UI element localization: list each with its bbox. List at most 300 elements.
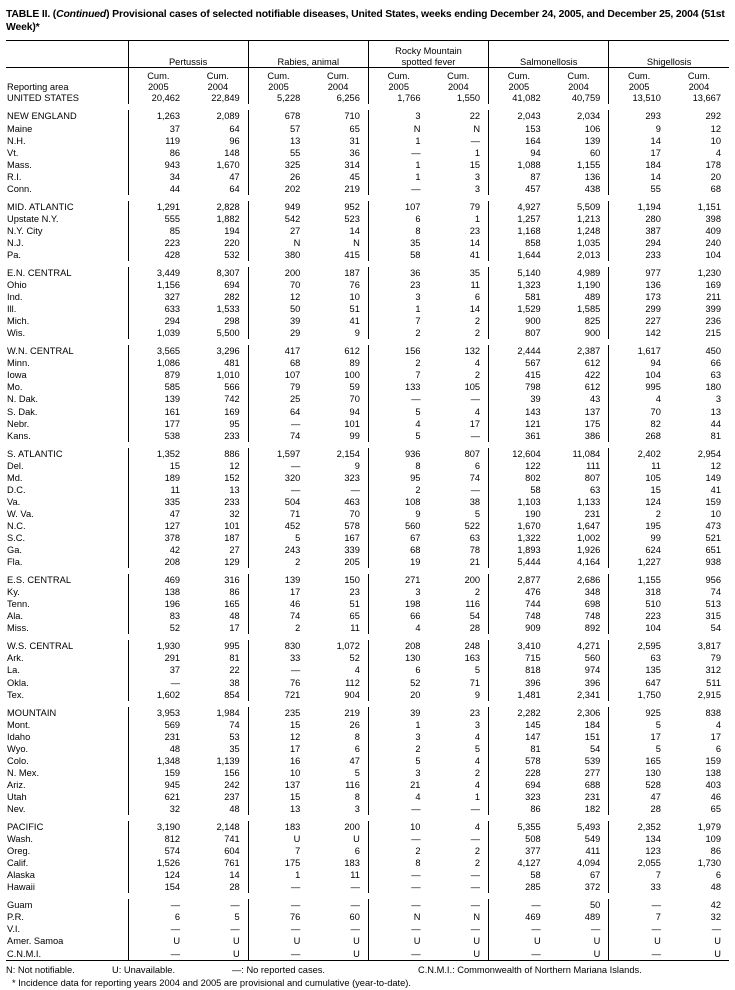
data-cell: 70 xyxy=(349,508,360,519)
data-cell: 32 xyxy=(229,508,240,519)
data-cell: 15 xyxy=(248,719,308,731)
data-cell: 205 xyxy=(344,557,360,568)
data-cell: 802 xyxy=(489,472,549,484)
table-row xyxy=(6,767,729,779)
data-cell: 106 xyxy=(584,123,601,134)
data-cell: 76 xyxy=(349,280,360,291)
data-cell: 294 xyxy=(609,237,669,249)
data-cell: 243 xyxy=(248,544,308,556)
data-cell: 65 xyxy=(349,123,360,134)
reporting-area-cell: PACIFIC xyxy=(7,822,44,833)
data-cell: 1,670 xyxy=(216,159,240,170)
reporting-area-cell: Maine xyxy=(7,123,33,134)
data-cell: 48 xyxy=(128,743,188,755)
data-cell: U xyxy=(128,935,188,947)
reporting-area-cell: Utah xyxy=(7,791,27,802)
reporting-area-cell: S.C. xyxy=(7,533,26,543)
data-cell: 469 xyxy=(489,911,549,923)
data-cell: 604 xyxy=(224,846,240,857)
reporting-area-cell: Colo. xyxy=(7,755,29,766)
data-cell: 1,647 xyxy=(577,520,601,531)
data-cell: 248 xyxy=(464,641,481,652)
data-cell: 161 xyxy=(128,406,188,418)
table-row xyxy=(6,881,729,893)
header-rmsf-cum-2004 xyxy=(428,68,488,93)
data-cell: 6 xyxy=(474,292,481,303)
data-cell: 17 xyxy=(609,731,669,743)
data-cell: U xyxy=(188,948,248,961)
data-cell: 17 xyxy=(229,623,240,634)
data-cell: 66 xyxy=(710,358,721,369)
data-cell: 2 xyxy=(248,622,308,634)
data-cell: 1,926 xyxy=(577,545,601,556)
data-cell: 64 xyxy=(229,123,240,134)
data-cell: 936 xyxy=(368,448,428,460)
data-cell: 2 xyxy=(474,846,481,857)
data-cell: 28 xyxy=(229,882,240,893)
data-cell: 10 xyxy=(349,292,360,303)
reporting-area-cell: Alaska xyxy=(7,870,35,881)
data-cell: 489 xyxy=(584,912,601,923)
data-cell: 42 xyxy=(128,544,188,556)
reporting-area-cell: Oreg. xyxy=(7,846,31,857)
table-row xyxy=(6,532,729,544)
data-cell: 510 xyxy=(609,598,669,610)
data-cell: 825 xyxy=(584,316,601,327)
table-row xyxy=(6,484,729,496)
data-cell: U xyxy=(248,935,308,947)
data-cell: — xyxy=(248,460,308,472)
data-cell: 54 xyxy=(469,611,481,622)
data-cell: 223 xyxy=(609,610,669,622)
data-cell: 112 xyxy=(345,677,360,688)
data-cell: — xyxy=(368,899,428,911)
data-cell: 417 xyxy=(248,345,308,357)
footnote-u: U: Unavailable. xyxy=(112,965,176,976)
data-cell: 107 xyxy=(368,201,428,213)
data-cell: 137 xyxy=(248,779,308,791)
table-row xyxy=(6,345,729,357)
reporting-area-cell: W.S. CENTRAL xyxy=(7,641,74,652)
data-cell: 208 xyxy=(368,640,428,652)
data-cell: 299 xyxy=(609,303,669,315)
cum-label: Cum. xyxy=(147,71,170,82)
data-cell: 2 xyxy=(474,328,481,339)
data-cell: 2 xyxy=(368,484,428,496)
data-cell: 78 xyxy=(469,545,481,556)
reporting-area-cell: MOUNTAIN xyxy=(7,707,57,718)
data-cell: — xyxy=(470,430,481,441)
reporting-area-cell: Vt. xyxy=(7,147,19,158)
data-cell: 86 xyxy=(229,587,240,598)
data-cell: 231 xyxy=(584,791,601,802)
data-cell: 99 xyxy=(349,430,360,441)
data-cell: 974 xyxy=(584,665,601,676)
data-cell: 1,585 xyxy=(577,304,601,315)
data-cell: 36 xyxy=(349,147,360,158)
data-cell: 71 xyxy=(469,677,481,688)
data-cell: 742 xyxy=(224,394,240,405)
data-cell: 807 xyxy=(464,448,481,459)
data-cell: 1,086 xyxy=(128,357,188,369)
data-cell: 892 xyxy=(584,623,601,634)
data-cell: 538 xyxy=(128,430,188,442)
data-cell: 48 xyxy=(710,882,721,893)
data-cell: 1,893 xyxy=(489,544,549,556)
data-cell: 1,230 xyxy=(697,268,721,279)
data-cell: N xyxy=(368,911,428,923)
data-cell: 129 xyxy=(224,557,240,568)
data-cell: 153 xyxy=(489,123,549,135)
data-cell: N xyxy=(353,237,360,248)
reporting-area-cell: N.Y. City xyxy=(7,225,43,236)
data-cell: 12 xyxy=(248,731,308,743)
data-cell: 63 xyxy=(589,484,601,495)
data-cell: 13 xyxy=(229,484,240,495)
data-cell: — xyxy=(128,948,188,961)
data-cell: 879 xyxy=(128,369,188,381)
data-cell: 48 xyxy=(229,803,240,814)
data-cell: — xyxy=(368,948,428,961)
data-cell: 163 xyxy=(464,653,481,664)
data-cell: 7 xyxy=(609,869,669,881)
year-label: 2004 xyxy=(568,81,589,92)
data-cell: 807 xyxy=(489,327,549,339)
data-cell: 54 xyxy=(710,623,721,634)
data-cell: 452 xyxy=(248,520,308,532)
data-cell: 28 xyxy=(609,803,669,815)
data-cell: 2,034 xyxy=(577,111,601,122)
data-cell: 39 xyxy=(248,315,308,327)
cum-label: Cum. xyxy=(267,71,290,82)
data-cell: 220 xyxy=(224,237,240,248)
table-row xyxy=(6,291,729,303)
data-cell: 194 xyxy=(224,225,240,236)
data-cell: 130 xyxy=(609,767,669,779)
reporting-area-cell: E.S. CENTRAL xyxy=(7,575,72,586)
data-cell: 32 xyxy=(710,912,721,923)
data-cell: 6 xyxy=(368,213,428,225)
data-cell: 57 xyxy=(248,123,308,135)
data-cell: 27 xyxy=(248,225,308,237)
data-cell: 70 xyxy=(248,279,308,291)
reporting-area-cell: W.N. CENTRAL xyxy=(7,346,74,357)
table-row xyxy=(6,586,729,598)
data-cell: 42 xyxy=(710,900,721,911)
data-cell: 37 xyxy=(128,123,188,135)
data-cell: 5 xyxy=(368,430,428,442)
data-cell: 8 xyxy=(354,731,360,742)
table-row xyxy=(6,791,729,803)
data-cell: 1,481 xyxy=(489,689,549,701)
data-cell: 104 xyxy=(609,622,669,634)
reporting-area-cell: Ill. xyxy=(7,304,17,315)
data-cell: 9 xyxy=(354,460,360,471)
data-cell: 50 xyxy=(589,900,601,911)
data-cell: 50 xyxy=(248,303,308,315)
data-cell: 5,140 xyxy=(489,267,549,279)
data-cell: — xyxy=(470,484,481,495)
data-cell: 26 xyxy=(248,171,308,183)
group-label-line2: spotted fever xyxy=(401,56,456,67)
data-cell: 145 xyxy=(489,719,549,731)
data-cell: 4 xyxy=(368,791,428,803)
data-cell: 6 xyxy=(715,870,721,881)
data-cell: 195 xyxy=(609,520,669,532)
table-row xyxy=(6,357,729,369)
reporting-area-cell: Idaho xyxy=(7,731,31,742)
data-cell: 190 xyxy=(489,508,549,520)
data-cell: 473 xyxy=(705,520,721,531)
data-cell: 1,670 xyxy=(489,520,549,532)
reporting-area-cell: Pa. xyxy=(7,249,21,260)
reporting-area-cell: N.J. xyxy=(7,237,24,248)
data-cell: 26 xyxy=(349,719,360,730)
data-cell: 242 xyxy=(224,779,240,790)
data-cell: 4 xyxy=(474,779,481,790)
data-cell: 233 xyxy=(224,430,240,441)
reporting-area-cell: D.C. xyxy=(7,484,26,495)
reporting-area-cell: Md. xyxy=(7,472,23,483)
data-cell: 64 xyxy=(229,183,240,194)
data-cell: 396 xyxy=(489,677,549,689)
data-cell: 361 xyxy=(489,430,549,442)
data-cell: — xyxy=(248,664,308,676)
data-cell: 438 xyxy=(584,183,601,194)
disease-group-header-row xyxy=(6,41,729,68)
data-cell: 2,444 xyxy=(489,345,549,357)
data-cell: — xyxy=(470,135,481,146)
data-cell: 233 xyxy=(609,249,669,261)
table-row xyxy=(6,135,729,147)
data-cell: 17 xyxy=(609,147,669,159)
data-cell: 150 xyxy=(344,575,360,586)
data-cell: 3,449 xyxy=(128,267,188,279)
reporting-area-cell: Mont. xyxy=(7,719,31,730)
data-cell: 1,644 xyxy=(489,249,549,261)
reporting-area-cell: Ala. xyxy=(7,611,24,622)
data-cell: 386 xyxy=(584,430,601,441)
data-cell: 12 xyxy=(248,291,308,303)
data-cell: 335 xyxy=(128,496,188,508)
data-cell: 578 xyxy=(344,520,360,531)
data-cell: 1,550 xyxy=(456,93,481,104)
data-cell: 86 xyxy=(489,803,549,815)
data-cell: 23 xyxy=(368,279,428,291)
cum-label: Cum. xyxy=(567,71,590,82)
data-cell: 938 xyxy=(705,557,721,568)
data-cell: 14 xyxy=(469,304,481,315)
data-cell: 136 xyxy=(584,171,601,182)
data-cell: N xyxy=(473,123,481,134)
data-cell: 3,190 xyxy=(128,821,188,833)
data-cell: N xyxy=(368,123,428,135)
data-cell: 12 xyxy=(710,123,721,134)
table-row xyxy=(6,845,729,857)
data-cell: 2 xyxy=(474,370,481,381)
year-label: 2005 xyxy=(508,81,530,92)
data-cell: 64 xyxy=(248,406,308,418)
data-cell: 1 xyxy=(474,213,481,224)
data-cell: 314 xyxy=(344,159,360,170)
table-row xyxy=(6,249,729,261)
header-salmonellosis-cum-2005 xyxy=(489,68,549,93)
data-cell: 292 xyxy=(705,111,721,122)
data-cell: 1 xyxy=(368,135,428,147)
data-cell: 41 xyxy=(349,316,360,327)
data-cell: 2,306 xyxy=(577,707,601,718)
data-cell: — xyxy=(489,923,549,935)
group-header-pertussis xyxy=(128,41,248,68)
data-cell: 949 xyxy=(248,201,308,213)
footnote-star: * Incidence data for reporting years 2004 and 2005 are provisional and cumulative (year-to-date). xyxy=(12,978,411,989)
table-row xyxy=(6,911,729,923)
data-cell: 1,291 xyxy=(128,201,188,213)
data-cell: 2,402 xyxy=(609,448,669,460)
table-row xyxy=(6,948,729,961)
data-cell: 28 xyxy=(469,623,481,634)
data-cell: 1,352 xyxy=(128,448,188,460)
data-cell: — xyxy=(609,923,669,935)
data-cell: 13 xyxy=(710,406,721,417)
data-cell: 4,271 xyxy=(577,641,601,652)
data-cell: 130 xyxy=(368,652,428,664)
reporting-area-cell: Iowa xyxy=(7,370,27,381)
data-cell: U xyxy=(609,935,669,947)
data-cell: 578 xyxy=(489,755,549,767)
data-cell: 2 xyxy=(368,327,428,339)
data-cell: 277 xyxy=(584,767,601,778)
data-cell: 3 xyxy=(474,719,481,730)
data-cell: 89 xyxy=(349,358,360,369)
data-cell: 5 xyxy=(354,767,360,778)
table-row xyxy=(6,640,729,652)
data-cell: 240 xyxy=(705,237,721,248)
data-cell: 74 xyxy=(248,430,308,442)
data-cell: — xyxy=(368,869,428,881)
table-row xyxy=(6,689,729,701)
data-cell: 2,828 xyxy=(216,201,240,212)
table-row xyxy=(6,731,729,743)
reporting-area-cell: Guam xyxy=(7,900,33,911)
header-shigellosis-cum-2004 xyxy=(669,68,729,93)
data-cell: 9 xyxy=(354,328,360,339)
data-cell: U xyxy=(368,935,428,947)
data-cell: 5,500 xyxy=(216,328,240,339)
data-cell: 399 xyxy=(705,304,721,315)
data-cell: — xyxy=(350,882,360,893)
data-cell: 1,002 xyxy=(577,533,601,543)
data-cell: 133 xyxy=(368,381,428,393)
data-cell: 48 xyxy=(229,611,240,622)
data-cell: 135 xyxy=(609,664,669,676)
data-cell: 175 xyxy=(584,418,601,429)
data-cell: 2,595 xyxy=(609,640,669,652)
data-cell: U xyxy=(714,936,721,947)
table-row xyxy=(6,267,729,279)
data-cell: 165 xyxy=(224,599,240,610)
data-cell: 23 xyxy=(469,707,481,718)
data-cell: 94 xyxy=(349,406,360,417)
data-cell: 38 xyxy=(469,496,481,507)
data-cell: 539 xyxy=(584,755,601,766)
notifiable-diseases-table xyxy=(6,40,729,960)
data-cell: 1,882 xyxy=(216,213,240,224)
year-label: 2005 xyxy=(628,81,650,92)
table-row xyxy=(6,574,729,586)
data-cell: 233 xyxy=(224,496,240,507)
data-cell: 348 xyxy=(584,587,601,598)
data-cell: 1,156 xyxy=(128,279,188,291)
table-row xyxy=(6,381,729,393)
data-cell: 79 xyxy=(710,653,721,664)
table-header xyxy=(6,41,729,93)
reporting-area-cell: Tenn. xyxy=(7,599,30,610)
data-cell: — xyxy=(711,924,721,935)
data-cell: 1,139 xyxy=(216,755,240,766)
data-cell: 956 xyxy=(705,575,721,586)
data-cell: 134 xyxy=(609,833,669,845)
data-cell: 3 xyxy=(368,110,428,122)
footnotes xyxy=(6,964,729,990)
data-cell: 95 xyxy=(368,472,428,484)
data-cell: 316 xyxy=(224,575,240,586)
data-cell: — xyxy=(470,394,481,405)
data-cell: 34 xyxy=(128,171,188,183)
data-cell: — xyxy=(368,923,428,935)
year-label: 2004 xyxy=(207,81,229,92)
data-cell: 3,410 xyxy=(489,640,549,652)
data-cell: 1 xyxy=(474,147,481,158)
data-cell: — xyxy=(470,870,481,881)
data-cell: 9 xyxy=(368,508,428,520)
data-cell: — xyxy=(470,900,481,911)
table-row xyxy=(6,779,729,791)
table-row xyxy=(6,237,729,249)
data-cell: 1 xyxy=(368,303,428,315)
data-cell: 47 xyxy=(349,755,360,766)
data-cell: 900 xyxy=(489,315,549,327)
data-cell: U xyxy=(593,936,601,947)
data-cell: 318 xyxy=(609,586,669,598)
data-cell: 1,930 xyxy=(128,640,188,652)
reporting-area-cell: N.C. xyxy=(7,520,26,531)
data-cell: 900 xyxy=(584,328,601,339)
data-cell: 6 xyxy=(354,846,360,857)
data-cell: 105 xyxy=(464,382,481,393)
data-cell: 5,509 xyxy=(577,201,601,212)
data-cell: U xyxy=(428,948,488,961)
data-cell: 124 xyxy=(609,496,669,508)
data-cell: 41 xyxy=(710,484,721,495)
data-cell: 231 xyxy=(584,508,601,519)
data-cell: 156 xyxy=(224,767,240,778)
data-cell: 100 xyxy=(344,370,360,381)
data-cell: 40,759 xyxy=(571,93,601,104)
header-pertussis-cum-2005 xyxy=(128,68,188,93)
data-cell: 121 xyxy=(489,418,549,430)
reporting-area-cell: Ind. xyxy=(7,292,23,303)
data-cell: U xyxy=(308,948,368,961)
data-cell: 52 xyxy=(128,622,188,634)
data-cell: 5,228 xyxy=(248,92,308,104)
data-cell: 1,227 xyxy=(609,556,669,568)
data-cell: 116 xyxy=(345,779,360,790)
header-shigellosis-cum-2005 xyxy=(609,68,669,93)
data-cell: — xyxy=(350,484,360,495)
data-cell: 148 xyxy=(224,147,240,158)
data-cell: 122 xyxy=(489,460,549,472)
